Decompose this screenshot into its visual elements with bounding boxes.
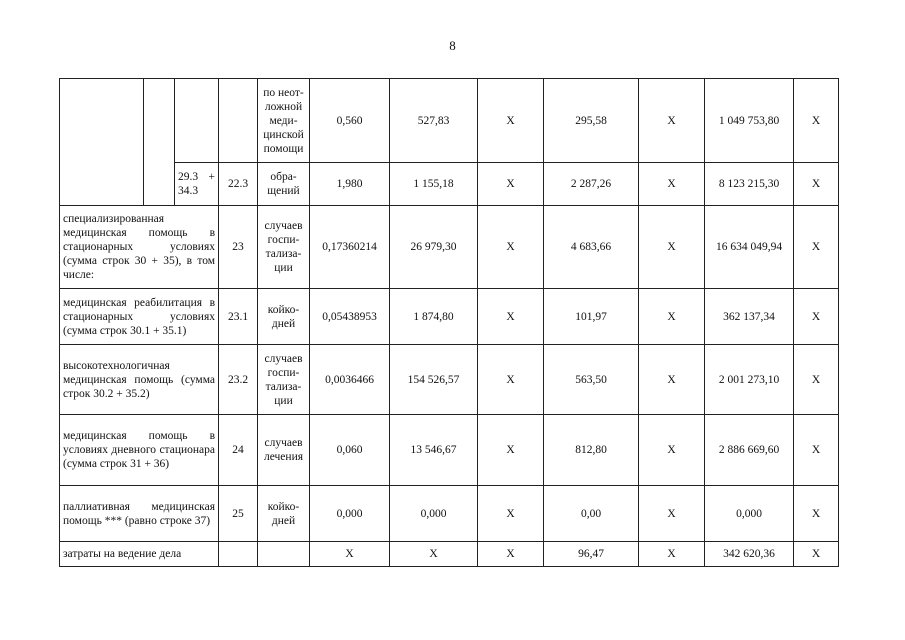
value-cell: Х: [478, 415, 544, 486]
value-cell: 0,00: [544, 486, 639, 542]
value-cell: 4 683,66: [544, 206, 639, 289]
value-cell: Х: [478, 345, 544, 415]
value-cell: 8 123 215,30: [705, 163, 794, 206]
volume-cell: 0,060: [310, 415, 390, 486]
value-cell: 101,97: [544, 289, 639, 345]
empty-cell: [258, 542, 310, 567]
cost-cell: 13 546,67: [390, 415, 478, 486]
table-row: [60, 345, 839, 415]
value-cell: 295,58: [544, 79, 639, 163]
value-cell: 1 049 753,80: [705, 79, 794, 163]
value-cell: 16 634 049,94: [705, 206, 794, 289]
table-row: [60, 206, 839, 289]
row-label: специализированная медицинская помощь в стационарных условиях (сумма строк 30 + 35), в том числе:: [60, 206, 219, 289]
value-cell: Х: [478, 289, 544, 345]
empty-cell: [60, 79, 144, 206]
value-cell: Х: [794, 79, 839, 163]
page-number: 8: [449, 38, 456, 53]
cost-cell: 154 526,57: [390, 345, 478, 415]
empty-cell: [175, 79, 219, 163]
value-cell: Х: [639, 542, 705, 567]
value-cell: Х: [794, 415, 839, 486]
value-cell: Х: [794, 289, 839, 345]
value-cell: Х: [639, 163, 705, 206]
value-cell: Х: [478, 79, 544, 163]
value-cell: Х: [639, 486, 705, 542]
table-row: [60, 289, 839, 345]
value-cell: Х: [794, 163, 839, 206]
unit-cell: обра-щений: [258, 163, 310, 206]
table-row: [60, 486, 839, 542]
cost-cell: Х: [390, 542, 478, 567]
row-number: 23: [219, 206, 258, 289]
value-cell: Х: [639, 79, 705, 163]
value-cell: Х: [639, 206, 705, 289]
empty-cell: [219, 542, 258, 567]
financing-table: [59, 78, 839, 567]
value-cell: 812,80: [544, 415, 639, 486]
value-cell: 2 886 669,60: [705, 415, 794, 486]
unit-cell: случаев госпи-тализа-ции: [258, 206, 310, 289]
unit-cell: случаев госпи-тализа-ции: [258, 345, 310, 415]
value-cell: Х: [478, 542, 544, 567]
value-cell: 342 620,36: [705, 542, 794, 567]
unit-cell: случаев лечения: [258, 415, 310, 486]
row-number: 25: [219, 486, 258, 542]
value-cell: 0,000: [705, 486, 794, 542]
value-cell: Х: [639, 415, 705, 486]
value-cell: Х: [639, 345, 705, 415]
value-cell: 362 137,34: [705, 289, 794, 345]
cost-cell: 1 155,18: [390, 163, 478, 206]
cost-cell: 0,000: [390, 486, 478, 542]
cost-cell: 26 979,30: [390, 206, 478, 289]
value-cell: 2 287,26: [544, 163, 639, 206]
empty-cell: [144, 79, 175, 206]
value-cell: Х: [478, 206, 544, 289]
row-label: медицинская помощь в условиях дневного стационара (сумма строк 31 + 36): [60, 415, 219, 486]
volume-cell: 0,0036466: [310, 345, 390, 415]
volume-cell: 0,05438953: [310, 289, 390, 345]
code-cell: 29.3 + 34.3: [175, 163, 219, 206]
volume-cell: 1,980: [310, 163, 390, 206]
volume-cell: 0,560: [310, 79, 390, 163]
value-cell: Х: [478, 486, 544, 542]
row-number: 23.2: [219, 345, 258, 415]
cost-cell: 1 874,80: [390, 289, 478, 345]
empty-cell: [219, 79, 258, 163]
row-label: паллиативная медицинская помощь *** (равно строке 37): [60, 486, 219, 542]
row-number: 24: [219, 415, 258, 486]
row-label: медицинская реабилитация в стационарных условиях (сумма строк 30.1 + 35.1): [60, 289, 219, 345]
unit-cell: койко-дней: [258, 289, 310, 345]
row-number: 23.1: [219, 289, 258, 345]
value-cell: 563,50: [544, 345, 639, 415]
volume-cell: 0,000: [310, 486, 390, 542]
table-row: [60, 79, 839, 163]
volume-cell: 0,17360214: [310, 206, 390, 289]
cost-cell: 527,83: [390, 79, 478, 163]
value-cell: Х: [794, 486, 839, 542]
value-cell: 96,47: [544, 542, 639, 567]
unit-cell: по неот-ложной меди-цинской помощи: [258, 79, 310, 163]
value-cell: 2 001 273,10: [705, 345, 794, 415]
table-row: [60, 542, 839, 567]
row-number: 22.3: [219, 163, 258, 206]
volume-cell: Х: [310, 542, 390, 567]
value-cell: Х: [794, 542, 839, 567]
table-row: [60, 163, 839, 206]
value-cell: Х: [478, 163, 544, 206]
row-label: высокотехнологичная медицинская помощь (сумма строк 30.2 + 35.2): [60, 345, 219, 415]
row-label: затраты на ведение дела: [60, 542, 219, 567]
table-row: [60, 415, 839, 486]
value-cell: Х: [639, 289, 705, 345]
value-cell: Х: [794, 345, 839, 415]
value-cell: Х: [794, 206, 839, 289]
unit-cell: койко-дней: [258, 486, 310, 542]
